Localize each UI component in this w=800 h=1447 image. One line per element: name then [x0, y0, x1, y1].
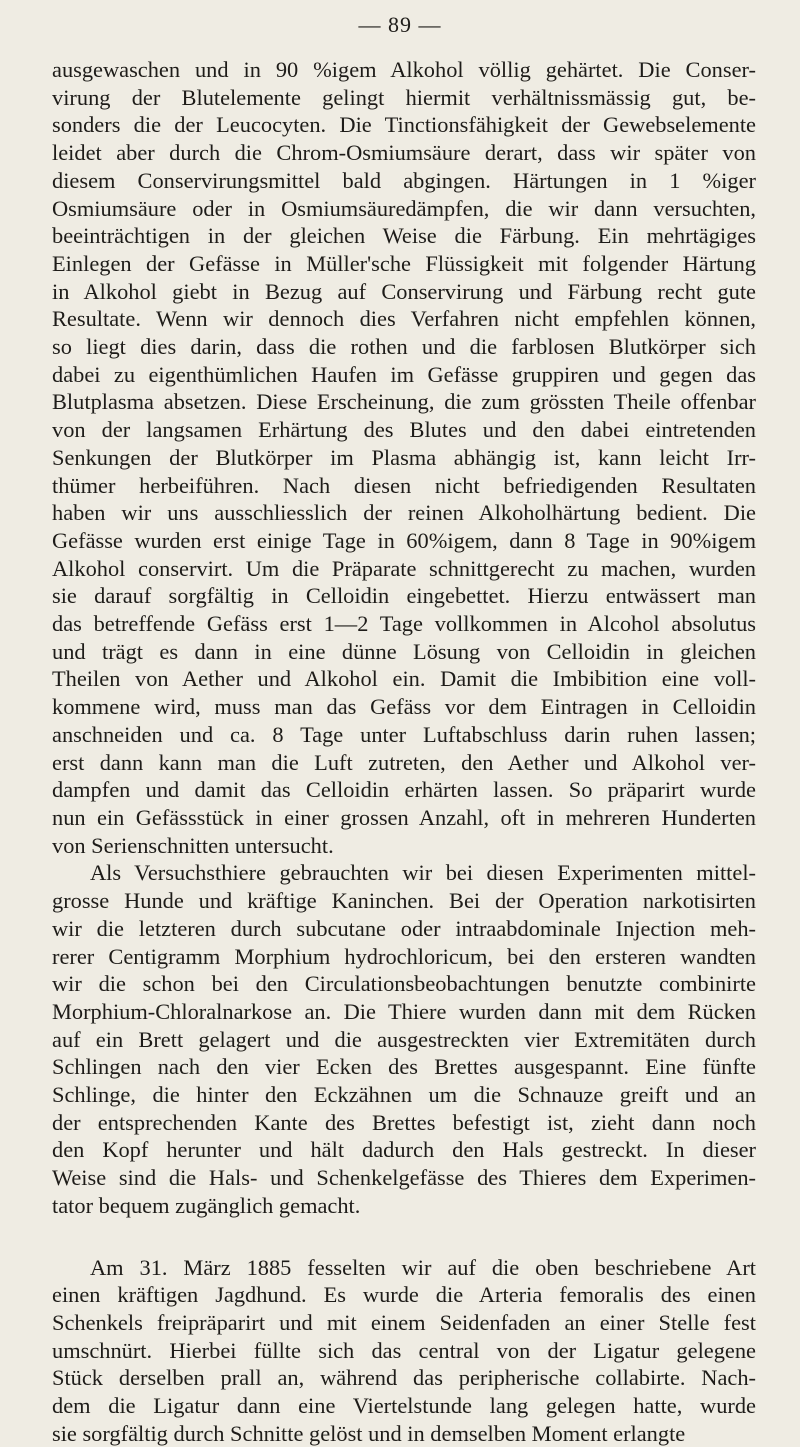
text-line: Schlinge, die hinter den Eckzähnen um die Schnauze greift und an [52, 1082, 756, 1108]
body-text [52, 56, 756, 1447]
text-line: Weise sind die Hals- und Schenkelgefässe des Thieres dem Experimen- [52, 1165, 756, 1191]
text-line: beeinträchtigen in der gleichen Weise die Färbung. Ein mehrtägiges [52, 223, 756, 249]
text-line: tator bequem zugänglich gemacht. [52, 1192, 361, 1218]
text-line: dabei zu eigenthümlichen Haufen im Gefässe gruppiren und gegen das [52, 361, 756, 387]
text-line: wir die schon bei den Circulationsbeobachtungen benutzte combinirte [52, 971, 756, 997]
text-line: von der langsamen Erhärtung des Blutes und den dabei eintretenden [52, 417, 756, 443]
text-line: Schlingen nach den vier Ecken des Brettes ausgespannt. Eine fünfte [52, 1054, 756, 1080]
text-line: sie sorgfältig durch Schnitte gelöst und in demselben Moment erlangte [52, 1420, 686, 1446]
text-line: diesem Conservirungsmittel bald abgingen. Härtungen in 1 %iger [52, 167, 756, 193]
text-line: erst dann kann man die Luft zutreten, den Aether und Alkohol ver- [52, 749, 756, 775]
text-line: von Serienschnitten untersucht. [52, 832, 334, 858]
text-line: sonders die der Leucocyten. Die Tinctionsfähigkeit der Gewebselemente [52, 112, 756, 138]
text-line: auf ein Brett gelagert und die ausgestreckten vier Extremitäten durch [52, 1026, 756, 1052]
text-line: den Kopf herunter und hält dadurch den Hals gestreckt. In dieser [52, 1137, 756, 1163]
text-line: Theilen von Aether und Alkohol ein. Damit die Imbibition eine voll- [52, 666, 756, 692]
text-line: Gefässe wurden erst einige Tage in 60%igem, dann 8 Tage in 90%igem [52, 527, 756, 553]
text-line: nun ein Gefässstück in einer grossen Anzahl, oft in mehreren Hunderten [52, 804, 756, 830]
paragraph-conservation-methods [52, 56, 756, 859]
text-line: wir die letzteren durch subcutane oder intraabdominale Injection meh- [52, 915, 756, 941]
text-line: grosse Hunde und kräftige Kaninchen. Bei der Operation narkotisirten [52, 888, 756, 914]
text-line: dem die Ligatur dann eine Viertelstunde lang gelegen hatte, wurde [52, 1393, 756, 1419]
text-line: rerer Centigramm Morphium hydrochloricum, bei den ersteren wandten [52, 943, 756, 969]
paragraph-experiment-march-31 [52, 1254, 756, 1447]
text-line: dampfen und damit das Celloidin erhärten lassen. So präparirt wurde [52, 777, 756, 803]
text-line: Schenkels freipräparirt und mit einem Seidenfaden an einer Stelle fest [52, 1309, 756, 1335]
text-line: anschneiden und ca. 8 Tage unter Luftabschluss darin ruhen lassen; [52, 721, 756, 747]
text-line: Blutplasma absetzen. Diese Erscheinung, die zum grössten Theile offenbar [52, 389, 756, 415]
text-line: in Alkohol giebt in Bezug auf Conservirung und Färbung recht gute [52, 278, 756, 304]
paragraph-gap [52, 1220, 756, 1254]
text-line: Senkungen der Blutkörper im Plasma abhängig ist, kann leicht Irr- [52, 444, 756, 470]
text-line: Morphium-Chloralnarkose an. Die Thiere wurden dann mit dem Rücken [52, 998, 756, 1024]
text-line: ausgewaschen und in 90 %igem Alkohol völlig gehärtet. Die Conser- [52, 57, 756, 82]
text-line: leidet aber durch die Chrom-Osmiumsäure derart, dass wir später von [52, 140, 756, 166]
text-line: und trägt es dann in eine dünne Lösung von Celloidin in gleichen [52, 638, 756, 664]
text-line: Osmiumsäure oder in Osmiumsäuredämpfen, die wir dann versuchten, [52, 195, 756, 221]
text-line: thümer herbeiführen. Nach diesen nicht befriedigenden Resultaten [52, 472, 756, 498]
text-line: Einlegen der Gefässe in Müller'sche Flüssigkeit mit folgender Härtung [52, 250, 756, 276]
text-line: virung der Blutelemente gelingt hiermit verhältnissmässig gut, be- [52, 84, 756, 110]
text-line: Stück derselben prall an, während das peripherische collabirte. Nach- [52, 1365, 756, 1391]
text-line: Als Versuchsthiere gebrauchten wir bei diesen Experimenten mittel- [90, 860, 756, 886]
text-line: kommene wird, muss man das Gefäss vor dem Eintragen in Celloidin [52, 694, 756, 720]
text-line: das betreffende Gefäss erst 1—2 Tage vollkommen in Alcohol absolutus [52, 611, 756, 637]
text-line: so liegt dies darin, dass die rothen und die farblosen Blutkörper sich [52, 334, 756, 360]
text-line: Am 31. März 1885 fesselten wir auf die oben beschriebene Art [90, 1254, 756, 1280]
paragraph-test-animals [52, 859, 756, 1219]
page-number: — 89 — [358, 12, 442, 37]
text-line: haben wir uns ausschliesslich der reinen Alkoholhärtung bedient. Die [52, 500, 756, 526]
text-line: Alkohol conservirt. Um die Präparate schnittgerecht zu machen, wurden [52, 555, 756, 581]
text-line: der entsprechenden Kante des Brettes befestigt ist, zieht dann noch [52, 1109, 756, 1135]
text-line: einen kräftigen Jagdhund. Es wurde die Arteria femoralis des einen [52, 1282, 756, 1308]
text-line: Resultate. Wenn wir dennoch dies Verfahren nicht empfehlen können, [52, 306, 756, 332]
text-line: sie darauf sorgfältig in Celloidin eingebettet. Hierzu entwässert man [52, 583, 756, 609]
text-line: umschnürt. Hierbei füllte sich das central von der Ligatur gelegene [52, 1337, 756, 1363]
